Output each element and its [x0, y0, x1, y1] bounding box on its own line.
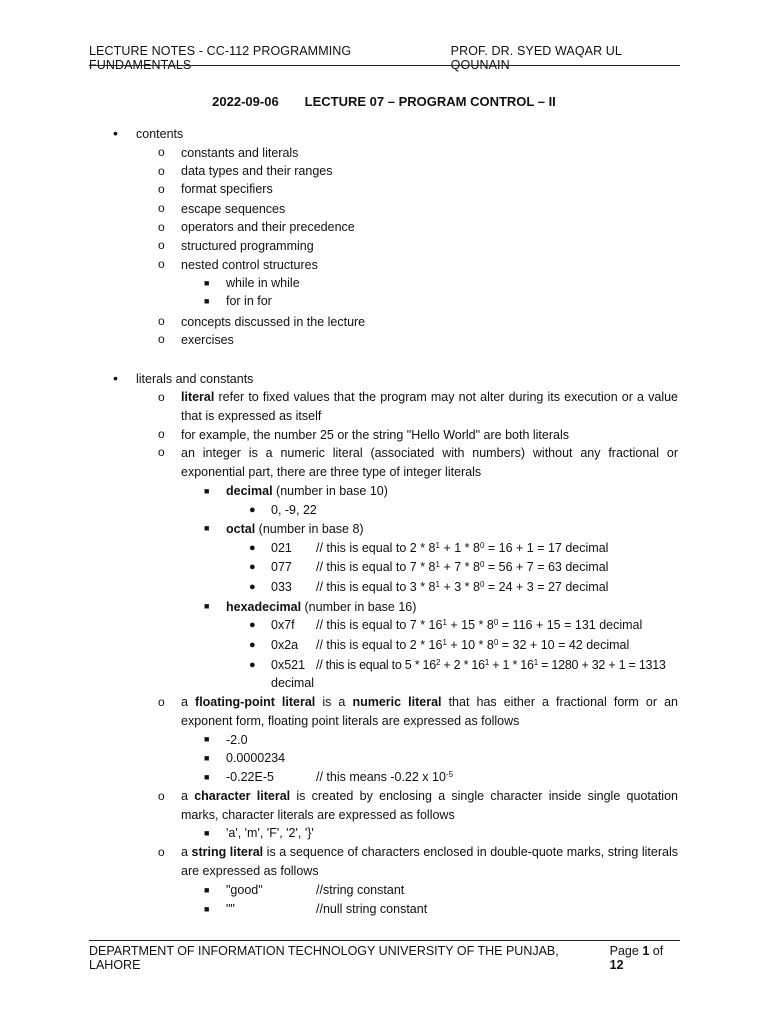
lecture-date: 2022-09-06	[212, 94, 279, 109]
circle-bullet-icon: o	[158, 314, 165, 328]
circle-bullet-icon: o	[158, 201, 165, 215]
string-code: "good"	[226, 883, 263, 897]
hex-comment-end: = 1280 + 32 + 1 = 1313	[537, 658, 666, 672]
circle-bullet-icon: o	[158, 182, 165, 196]
octal-comment-end: = 24 + 3 = 27 decimal	[484, 580, 609, 594]
bullet-icon: •	[113, 125, 118, 141]
exponent: 0	[479, 541, 485, 550]
hex-comment-end: = 116 + 15 = 131 decimal	[498, 618, 643, 632]
hex-comment: // this is equal to 5 * 16	[316, 658, 436, 672]
octal-comment-end: = 16 + 1 = 17 decimal	[484, 541, 609, 555]
float-exp-comment: // this means -0.22 x 10	[316, 770, 446, 784]
float-example	[226, 768, 453, 786]
float-example: 0.0000234	[226, 751, 286, 765]
octal-code: 033	[271, 580, 292, 594]
float-article: a	[181, 695, 196, 709]
exponent: 1	[435, 541, 440, 550]
hex-comment-mid: + 1 * 16	[489, 658, 534, 672]
decimal-base: (number in base 10)	[272, 484, 388, 498]
circle-bullet-icon: o	[158, 332, 165, 346]
bullet-icon: •	[113, 370, 118, 386]
square-bullet-icon: ■	[204, 523, 210, 533]
list-item: constants and literals	[181, 146, 299, 160]
term-hexadecimal: hexadecimal	[226, 600, 302, 614]
circle-bullet-icon: o	[158, 789, 165, 803]
literal-definition-text: refer to fixed values that the program may not alter during its execution or a value that is expressed as itself	[181, 390, 678, 423]
exponent: 0	[493, 638, 499, 647]
hex-row-wrap: decimal	[271, 676, 315, 690]
page-footer	[89, 944, 680, 972]
exponent: 1	[484, 658, 490, 667]
header-rule	[89, 65, 680, 66]
integer-intro: an integer is a numeric literal (associated with numbers) without any fractional or exponential part, there are three type of integer literals	[181, 446, 678, 479]
circle-bullet-icon: o	[158, 257, 165, 271]
decimal-heading	[226, 482, 388, 500]
list-item: while in while	[226, 276, 300, 290]
hex-row	[271, 636, 629, 654]
circle-bullet-icon: o	[158, 427, 165, 441]
dot-bullet-icon: ●	[249, 561, 256, 573]
exponent: -5	[445, 770, 454, 779]
page-word: Page	[609, 944, 643, 958]
string-definition	[181, 843, 678, 880]
octal-comment-mid: + 3 * 8	[439, 580, 480, 594]
term-floating-point-literal: floating-point literal	[195, 695, 316, 709]
hex-heading	[226, 598, 416, 616]
square-bullet-icon: ■	[204, 904, 210, 914]
square-bullet-icon: ■	[204, 486, 210, 496]
hex-row	[271, 656, 666, 674]
octal-comment: // this is equal to 2 * 8	[316, 541, 436, 555]
list-item: operators and their precedence	[181, 220, 355, 234]
circle-bullet-icon: o	[158, 390, 165, 404]
term-character-literal: character literal	[194, 789, 291, 803]
hex-comment: // this is equal to 7 * 16	[316, 618, 443, 632]
exponent: 2	[435, 658, 441, 667]
section-contents: contents	[136, 127, 184, 141]
decimal-example: 0, -9, 22	[271, 503, 317, 517]
exponent: 0	[493, 618, 499, 627]
page-number	[610, 944, 680, 972]
octal-row	[271, 558, 608, 576]
dot-bullet-icon: ●	[249, 504, 256, 516]
list-item: data types and their ranges	[181, 164, 333, 178]
octal-heading	[226, 520, 364, 538]
exponent: 1	[442, 638, 447, 647]
hex-comment: // this is equal to 2 * 16	[316, 638, 443, 652]
hex-comment-mid: + 10 * 8	[446, 638, 494, 652]
exponent: 1	[435, 580, 440, 589]
dot-bullet-icon: ●	[249, 581, 256, 593]
string-example	[226, 900, 427, 918]
octal-row	[271, 578, 608, 596]
hex-row	[271, 616, 642, 634]
octal-base: (number in base 8)	[255, 522, 364, 536]
square-bullet-icon: ■	[204, 278, 210, 288]
header-course: LECTURE NOTES - CC-112 PROGRAMMING FUNDAMENTALS	[89, 44, 352, 72]
square-bullet-icon: ■	[204, 885, 210, 895]
hex-comment-mid: + 2 * 16	[440, 658, 485, 672]
term-decimal: decimal	[226, 484, 273, 498]
current-page: 1	[642, 944, 650, 958]
total-pages: 12	[609, 958, 624, 972]
footer-department: DEPARTMENT OF INFORMATION TECHNOLOGY UNIVERSITY OF THE PUNJAB, LAHORE	[89, 944, 559, 972]
square-bullet-icon: ■	[204, 296, 210, 306]
float-mid: is a	[315, 695, 353, 709]
octal-comment: // this is equal to 7 * 8	[316, 560, 436, 574]
exponent: 0	[479, 560, 485, 569]
circle-bullet-icon: o	[158, 220, 165, 234]
hex-code: 0x2a	[271, 638, 299, 652]
page-header	[89, 44, 680, 72]
term-literal: literal	[181, 390, 215, 404]
dot-bullet-icon: ●	[249, 542, 256, 554]
square-bullet-icon: ■	[204, 601, 210, 611]
hex-base: (number in base 16)	[301, 600, 417, 614]
list-item: exercises	[181, 333, 234, 347]
octal-code: 077	[271, 560, 292, 574]
octal-code: 021	[271, 541, 292, 555]
section-literals: literals and constants	[136, 372, 254, 386]
list-item: concepts discussed in the lecture	[181, 315, 366, 329]
octal-comment-end: = 56 + 7 = 63 decimal	[484, 560, 609, 574]
footer-rule	[89, 940, 680, 941]
circle-bullet-icon: o	[158, 238, 165, 252]
term-octal: octal	[226, 522, 256, 536]
square-bullet-icon: ■	[204, 772, 210, 782]
dot-bullet-icon: ●	[249, 619, 256, 631]
literal-definition	[181, 388, 678, 425]
octal-comment-mid: + 1 * 8	[439, 541, 480, 555]
octal-comment: // this is equal to 3 * 8	[316, 580, 436, 594]
list-item: format specifiers	[181, 182, 273, 196]
circle-bullet-icon: o	[158, 445, 165, 459]
float-definition-text: that has either a fractional form or an exponent form, floating point literals are expressed as follows	[181, 695, 678, 728]
string-code: ""	[226, 902, 235, 916]
circle-bullet-icon: o	[158, 145, 165, 159]
char-example: 'a', 'm', 'F', '2', '}'	[226, 826, 314, 840]
of-word: of	[649, 944, 664, 958]
dot-bullet-icon: ●	[249, 659, 256, 671]
octal-row	[271, 539, 608, 557]
circle-bullet-icon: o	[158, 164, 165, 178]
hex-comment-mid: + 15 * 8	[446, 618, 494, 632]
header-author: PROF. DR. SYED WAQAR UL QOUNAIN	[450, 44, 622, 72]
square-bullet-icon: ■	[204, 734, 210, 744]
exponent: 1	[435, 560, 440, 569]
char-definition	[181, 787, 678, 824]
list-item: nested control structures	[181, 258, 318, 272]
exponent: 0	[479, 580, 485, 589]
string-comment: //string constant	[316, 883, 405, 897]
exponent: 1	[442, 618, 447, 627]
literal-example: for example, the number 25 or the string "Hello World" are both literals	[181, 428, 569, 442]
string-article: a	[181, 845, 192, 859]
list-item: escape sequences	[181, 202, 286, 216]
hex-code: 0x521	[271, 658, 306, 672]
char-definition-text: is created by enclosing a single character inside single quotation marks, character literals are expressed as follows	[181, 789, 678, 822]
square-bullet-icon: ■	[204, 828, 210, 838]
float-example: -2.0	[226, 733, 248, 747]
list-item: structured programming	[181, 239, 314, 253]
term-numeric-literal: numeric literal	[352, 695, 442, 709]
octal-comment-mid: + 7 * 8	[439, 560, 480, 574]
lecture-title	[0, 94, 768, 109]
dot-bullet-icon: ●	[249, 639, 256, 651]
hex-comment-end: = 32 + 10 = 42 decimal	[498, 638, 630, 652]
float-definition	[181, 693, 678, 730]
hex-code: 0x7f	[271, 618, 295, 632]
float-exp-code: -0.22E-5	[226, 770, 274, 784]
char-article: a	[181, 789, 195, 803]
string-example	[226, 881, 404, 899]
string-comment: //null string constant	[316, 902, 428, 916]
term-string-literal: string literal	[191, 845, 264, 859]
string-definition-text: is a sequence of characters enclosed in double-quote marks, string literals are expressed as follows	[181, 845, 678, 878]
lecture-name: LECTURE 07 – PROGRAM CONTROL – II	[304, 94, 556, 109]
list-item: for in for	[226, 294, 272, 308]
circle-bullet-icon: o	[158, 695, 165, 709]
circle-bullet-icon: o	[158, 845, 165, 859]
exponent: 1	[533, 658, 538, 667]
square-bullet-icon: ■	[204, 753, 210, 763]
